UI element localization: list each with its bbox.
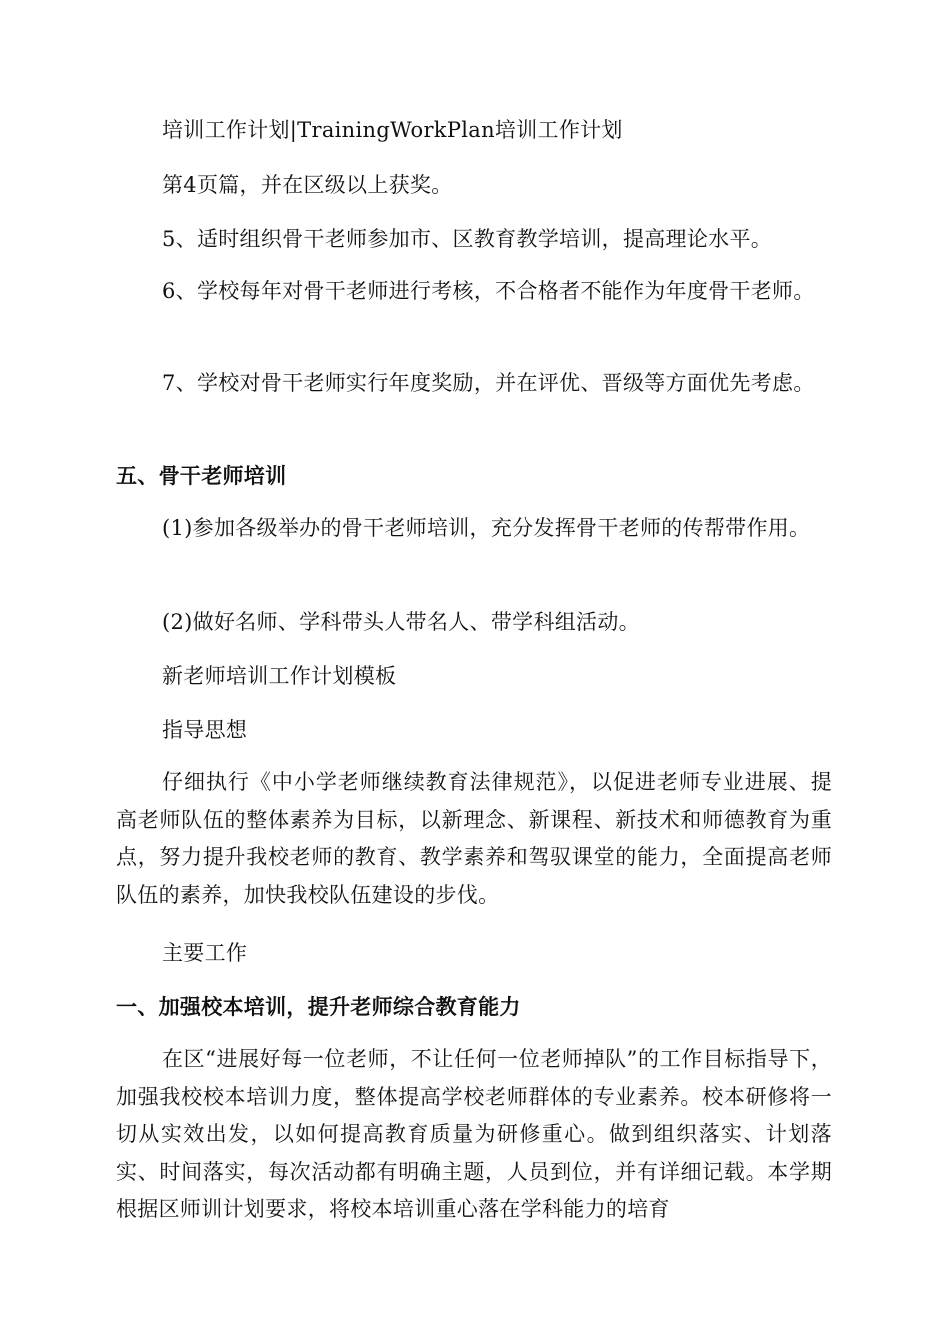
list-item-5: 5、适时组织骨干老师参加市、区教育教学培训，提高理论水平。: [162, 227, 773, 251]
training-item-2: (2)做好名师、学科带头人带名人、带学科组活动。: [162, 610, 640, 634]
training-item-1: (1)参加各级举办的骨干老师培训，充分发挥骨干老师的传帮带作用。: [162, 516, 811, 540]
section-5-heading: 五、骨干老师培训: [116, 464, 287, 488]
section-1-heading: 一、加强校本培训，提升老师综合教育能力: [116, 995, 521, 1019]
new-plan-title: 新老师培训工作计划模板: [162, 664, 397, 688]
guiding-heading: 指导思想: [162, 718, 248, 742]
list-item-6: 6、学校每年对骨干老师进行考核，不合格者不能作为年度骨干老师。: [162, 279, 815, 303]
main-work-heading: 主要工作: [162, 941, 248, 965]
list-item-7: 7、学校对骨干老师实行年度奖励，并在评优、晋级等方面优先考虑。: [162, 371, 815, 395]
section-1-text: 在区“进展好每一位老师，不让任何一位老师掉队”的工作目标指导下，加强我校校本培训力度，整体提高学校老师群体的专业素养。校本研修将一切从实效出发，以如何提高教育质量为研修重心。做到组织落实、计划落实、时间落实，每次活动都有明确主题，人员到位，并有详细记载。本学期根据区师训计划要求，将校本培训重心落在学科能力的培育: [116, 1047, 832, 1221]
running-header: 培训工作计划|TrainingWorkPlan培训工作计划: [162, 118, 623, 142]
page-note: 第4页篇，并在区级以上获奖。: [162, 173, 453, 197]
guiding-text: 仔细执行《中小学老师继续教育法律规范》，以促进老师专业进展、提高老师队伍的整体素养为目标，以新理念、新课程、新技术和师德教育为重点，努力提升我校老师的教育、教学素养和驾驭课堂的能力，全面提高老师队伍的素养，加快我校队伍建设的步伐。: [116, 770, 832, 907]
